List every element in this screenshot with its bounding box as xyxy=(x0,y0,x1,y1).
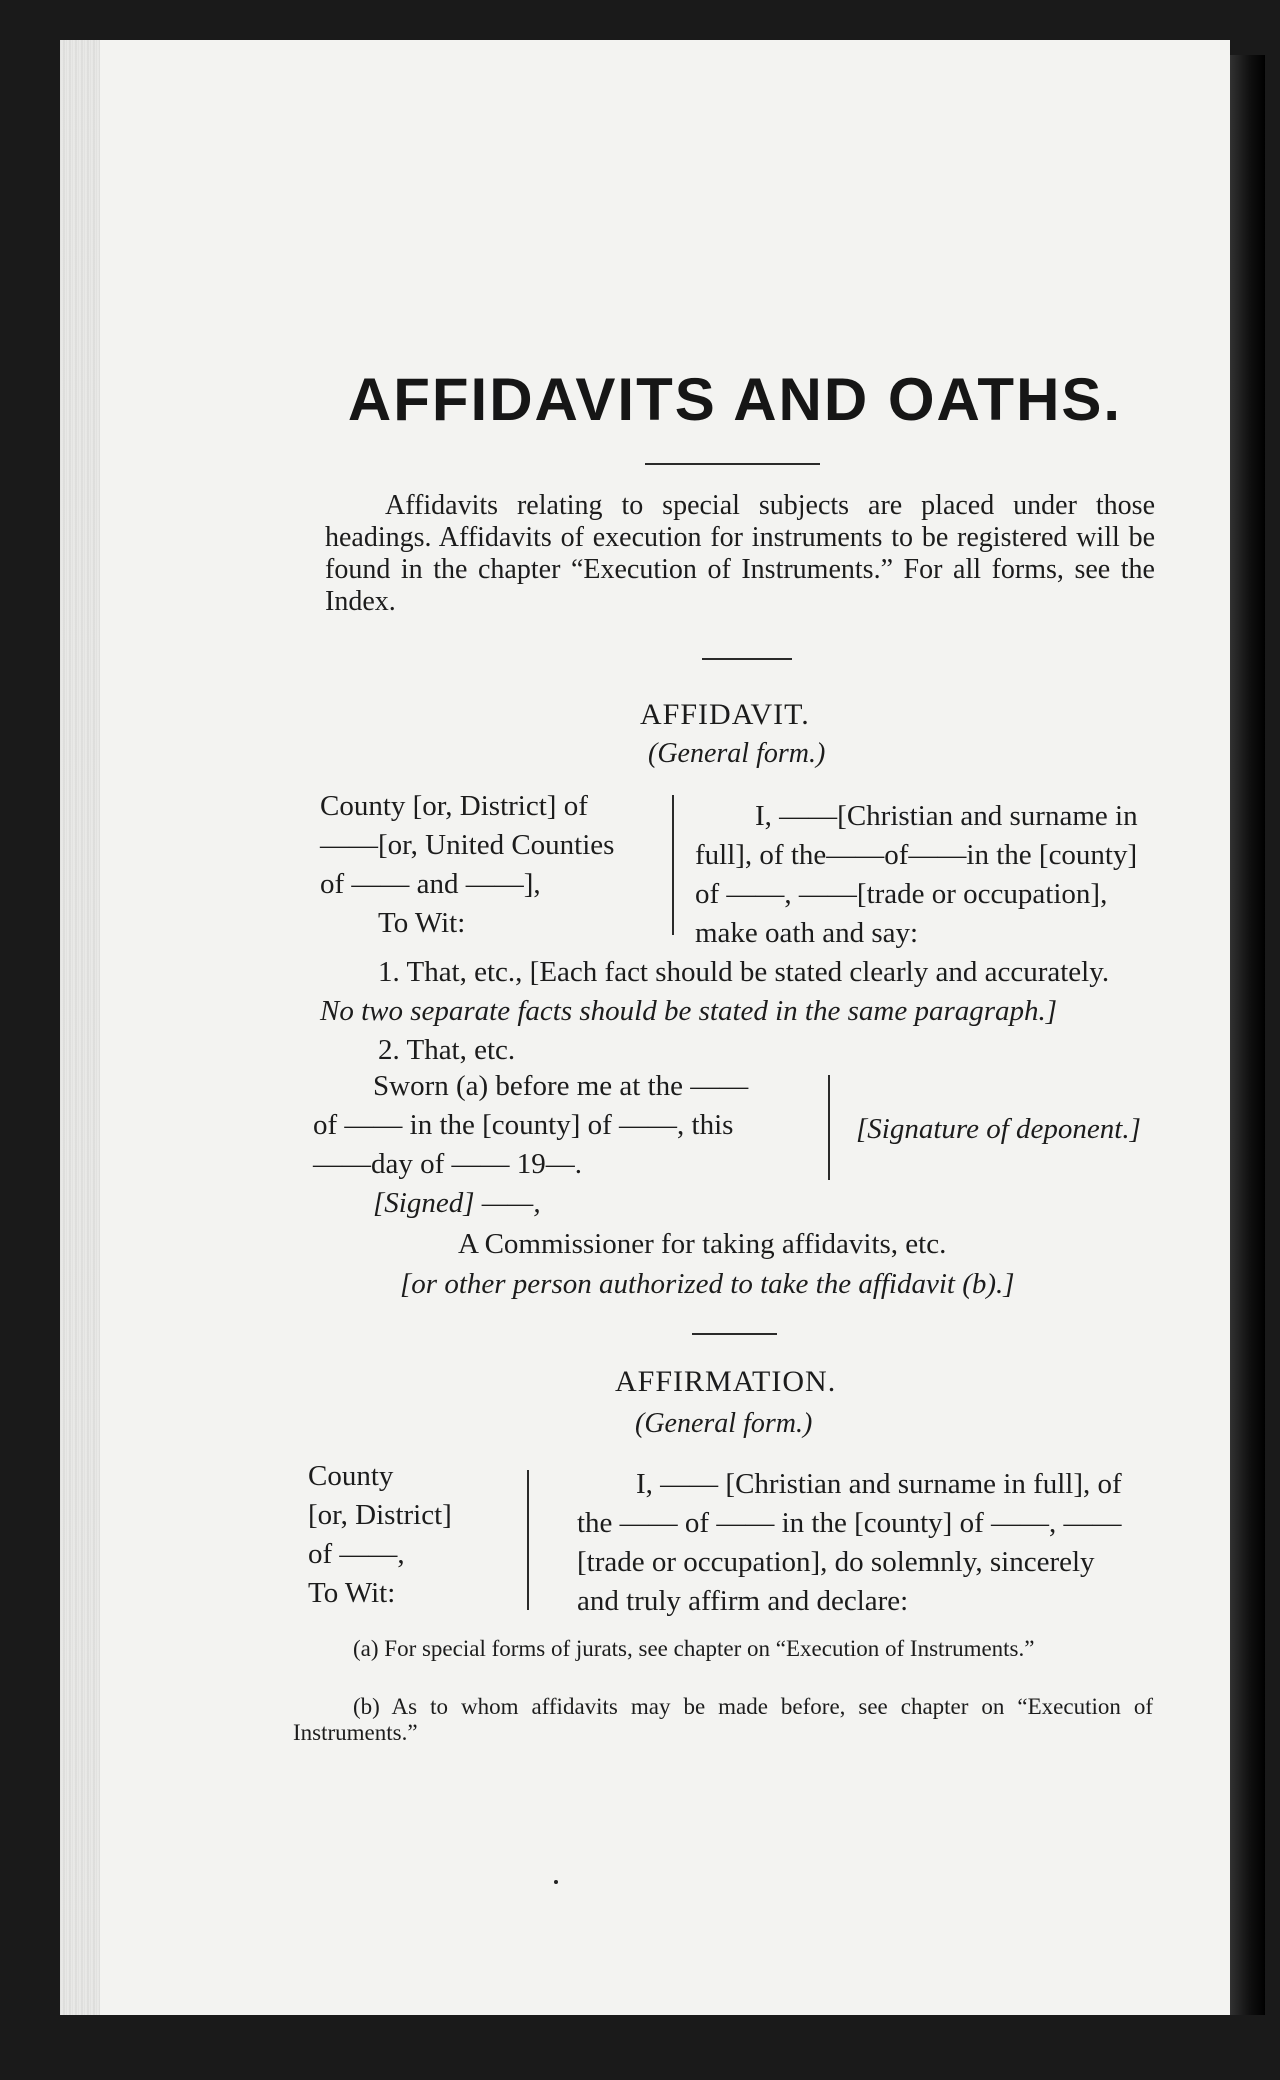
affirmant-line: I, —— [Christian and surname in full], of xyxy=(636,1468,1122,1500)
paragraph-1-continued: No two separate facts should be stated in the same paragraph.] xyxy=(320,995,1058,1027)
section-rule xyxy=(702,658,792,660)
venue-line: County xyxy=(308,1460,394,1492)
signature-of-deponent: [Signature of deponent.] xyxy=(856,1113,1141,1145)
brace xyxy=(672,795,686,935)
page-shadow xyxy=(1225,55,1265,2015)
brace xyxy=(828,1075,842,1180)
footnote-b: (b) As to whom affidavits may be made before, see chapter on “Execution of Instruments.” xyxy=(293,1694,1153,1745)
jurat-line: of —— in the [county] of ——, this xyxy=(313,1109,734,1141)
section-rule xyxy=(692,1333,777,1335)
affidavit-heading: AFFIDAVIT. xyxy=(640,698,810,731)
page-edge xyxy=(60,40,100,2015)
deponent-line: full], of the——of——in the [county] xyxy=(695,839,1138,871)
page-title: AFFIDAVITS AND OATHS. xyxy=(347,366,1123,433)
deponent-line: I, ——[Christian and surname in xyxy=(755,800,1138,832)
deponent-line: make oath and say: xyxy=(695,917,919,949)
venue-line: ——[or, United Counties xyxy=(320,829,615,861)
brace xyxy=(527,1470,541,1610)
venue-line: To Wit: xyxy=(378,907,466,939)
affirmation-subheading: (General form.) xyxy=(635,1408,813,1439)
commissioner-line: A Commissioner for taking affidavits, etc. xyxy=(458,1228,947,1260)
venue-line: County [or, District] of xyxy=(320,790,588,822)
footnote-a: (a) For special forms of jurats, see chapter on “Execution of Instruments.” xyxy=(353,1636,1035,1661)
title-rule xyxy=(645,463,820,465)
affirmant-line: [trade or occupation], do solemnly, sincerely xyxy=(577,1546,1095,1578)
affirmant-line: and truly affirm and declare: xyxy=(577,1585,909,1617)
page-speck xyxy=(554,1880,558,1884)
jurat-line: ——day of —— 19—. xyxy=(313,1148,583,1180)
venue-line: of ——, xyxy=(308,1538,405,1570)
paragraph-2: 2. That, etc. xyxy=(378,1034,516,1066)
jurat-line: Sworn (a) before me at the —— xyxy=(373,1070,749,1102)
paragraph-1: 1. That, etc., [Each fact should be stated clearly and accurately. xyxy=(378,956,1110,988)
intro-text: Affidavits relating to special subjects are placed under those headings. Affidavits of execution for instruments to be registered will be found in the chapter “Execution of Instruments.” For all forms, see the Index. xyxy=(325,490,1155,617)
signed-line: [Signed] ——, xyxy=(373,1187,541,1219)
affidavit-subheading: (General form.) xyxy=(648,738,826,769)
venue-line: To Wit: xyxy=(308,1577,396,1609)
deponent-line: of ——, ——[trade or occupation], xyxy=(695,878,1108,910)
venue-line: [or, District] xyxy=(308,1499,452,1531)
venue-line: of —— and ——], xyxy=(320,868,541,900)
affirmant-line: the —— of —— in the [county] of ——, —— xyxy=(577,1507,1122,1539)
intro-paragraph xyxy=(325,490,1155,618)
affirmation-heading: AFFIRMATION. xyxy=(615,1365,837,1398)
authorized-person-line: [or other person authorized to take the affidavit (b).] xyxy=(400,1268,1015,1300)
